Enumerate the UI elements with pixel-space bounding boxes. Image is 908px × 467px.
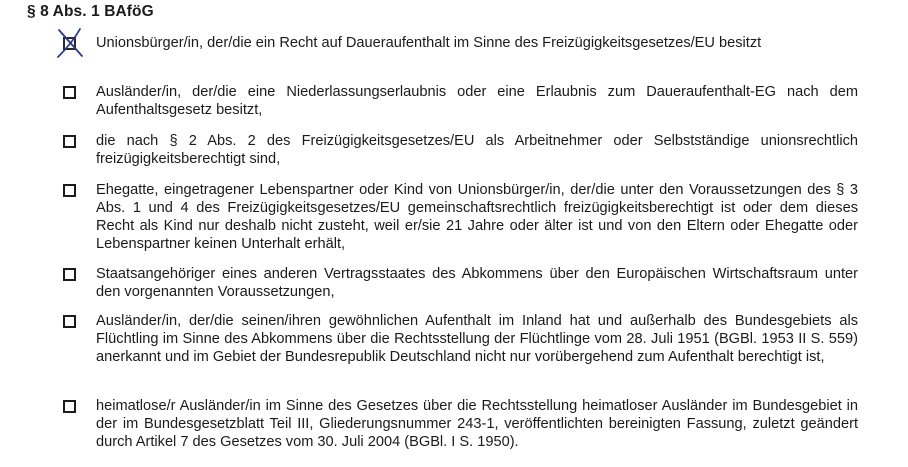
item-text: die nach § 2 Abs. 2 des Freizügigkeitsgesetzes/EU als Arbeitnehmer oder Selbstständige unionsrechtlich freizügigkeitsberechtigt sind, — [96, 133, 858, 167]
checkbox-stateless-foreigner[interactable] — [63, 400, 76, 413]
item-text: Ausländer/in, der/die seinen/ihren gewöhnlichen Aufenthalt im Inland hat und außerhalb des Bundesgebiets als Flüchtling im Sinne des Abkommens über die Rechtsstellung der Flüchtlinge vom 28. Juli 1951 (BGBl. 1953 II S. 559) anerkannt und im Gebiet der Bundesrepublik Deutschland nicht nur vorübergehend zum Aufenthalt berechtigt ist, — [96, 313, 858, 365]
checkbox-settlement-permit[interactable] — [63, 86, 76, 99]
checkbox-recognized-refugee[interactable] — [63, 315, 76, 328]
checkbox-spouse-partner-child[interactable] — [63, 184, 76, 197]
page-title: § 8 Abs. 1 BAföG — [27, 3, 154, 20]
item-text: heimatlose/r Ausländer/in im Sinne des Gesetzes über die Rechtsstellung heimatloser Ausländer im Bundesgebiet in der im Bundesgesetzblatt Teil III, Gliederungsnummer 243-1, veröffentlichten bereinigten Fassung, zuletzt geändert durch Artikel 7 des Gesetzes vom 30. Juli 2004 (BGBl. I S. 1950). — [96, 398, 858, 450]
checkbox-eea-national[interactable] — [63, 268, 76, 281]
item-text: Ausländer/in, der/die eine Niederlassungserlaubnis oder eine Erlaubnis zum Daueraufenthalt-EG nach dem Aufenthaltsgesetz besitzt, — [96, 84, 858, 118]
checkbox-eu-citizen-permanent-residence[interactable] — [63, 37, 76, 50]
checkbox-eu-worker-self-employed[interactable] — [63, 135, 76, 148]
item-text: Ehegatte, eingetragener Lebenspartner oder Kind von Unionsbürger/in, der/die unter den Voraussetzungen des § 3 Abs. 1 und 4 des Freizügigkeitsgesetzes/EU gemeinschaftsrechtlich freizügigkeitsberechtigt ist oder dem dieses Recht als Kind nur deshalb nicht zusteht, weil er/sie 21 Jahre oder älter ist und von den Eltern oder Ehegatte oder Lebenspartner keinen Unterhalt erhält, — [96, 182, 858, 252]
item-text: Unionsbürger/in, der/die ein Recht auf Daueraufenthalt im Sinne des Freizügigkeitsgesetzes/EU besitzt — [96, 35, 762, 51]
item-text: Staatsangehöriger eines anderen Vertragsstaates des Abkommens über den Europäischen Wirtschaftsraum unter den vorgenannten Voraussetzungen, — [96, 266, 858, 300]
